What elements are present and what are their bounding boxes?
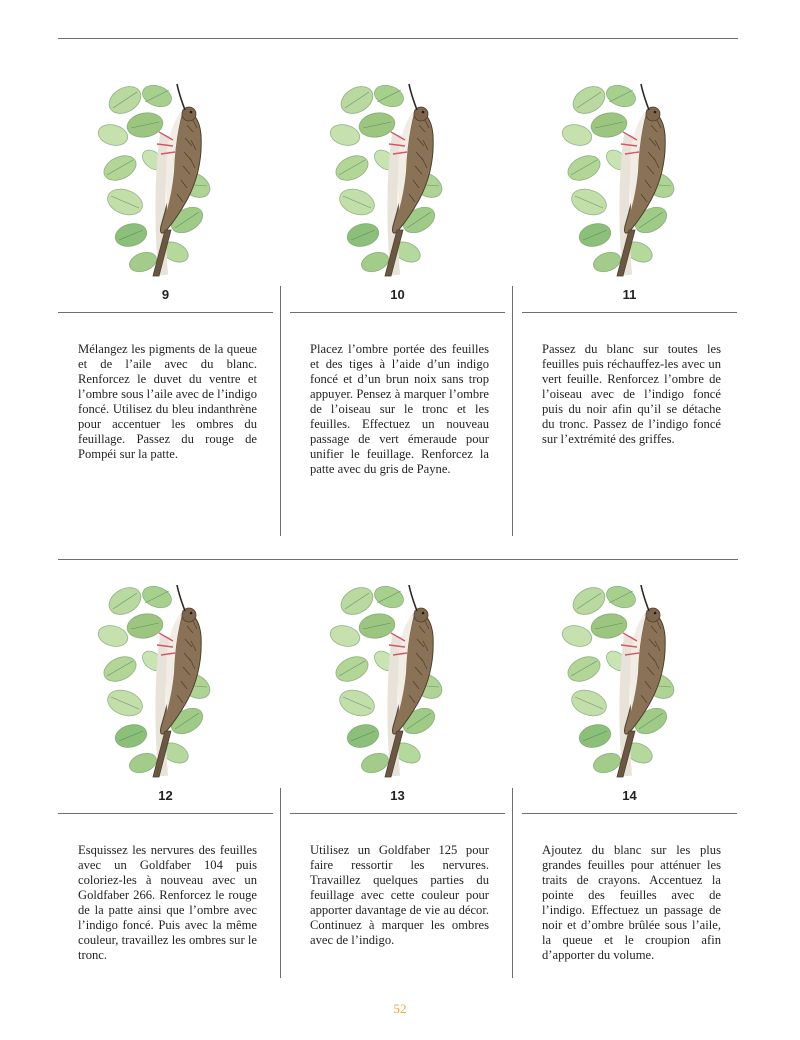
section-rule [58, 559, 738, 560]
column-divider [512, 286, 513, 536]
treecreeper-illustration [327, 581, 457, 781]
treecreeper-illustration [559, 80, 689, 280]
step-rule [58, 312, 273, 313]
step-instructions: Mélangez les pigments de la queue et de l’aile avec du blanc. Renforcez le duvet du ventre et l’ombre sous l’aile avec de l’indigo foncé. Utilisez du bleu indanthrène pour accentuer les ombres du feuillage. Passez du rouge de Pompéi sur la patte. [78, 342, 257, 461]
step-number: 9 [161, 287, 170, 302]
step-number: 12 [158, 788, 173, 803]
column-divider [280, 286, 281, 536]
step-instructions: Utilisez un Goldfaber 125 pour faire ressortir les nervures. Travaillez quelques parties du feuillage avec cette couleur pour apporter davantage de vie au décor. Continuez à marquer les ombres avec de l’indigo. [310, 843, 489, 947]
treecreeper-illustration [95, 80, 225, 280]
step-rule [290, 312, 505, 313]
step-rule [522, 312, 737, 313]
step-instructions: Esquissez les nervures des feuilles avec un Goldfaber 104 puis coloriez-les à nouveau avec un Goldfaber 266. Renforcez le rouge de la patte ainsi que l’ombre avec l’indigo foncé. Puis avec la même couleur, travaillez les ombres sur le tronc. [78, 843, 257, 962]
step-number: 10 [390, 287, 405, 302]
step-number: 13 [390, 788, 405, 803]
step-instructions: Placez l’ombre portée des feuilles et des tiges à l’aide d’un indigo foncé et d’un brun noix sans trop appuyer. Pensez à marquer l’ombre de l’oiseau sur le tronc et les feuilles. Effectuez un nouveau passage de vert émeraude pour unifier le feuillage. Renforcez la patte avec du gris de Payne. [310, 342, 489, 476]
step-number: 11 [622, 287, 637, 302]
step-rule [290, 813, 505, 814]
step-rule [522, 813, 737, 814]
page-number: 52 [393, 1001, 407, 1016]
column-divider [512, 788, 513, 978]
step-instructions: Ajoutez du blanc sur les plus grandes feuilles pour atténuer les traits de crayons. Accentuez la pointe des feuilles avec de l’indigo. Effectuez un passage de noir et d’ombre brûlée sous l’aile, la queue et le croupion afin d’apporter du volume. [542, 843, 721, 962]
step-rule [58, 813, 273, 814]
column-divider [280, 788, 281, 978]
treecreeper-illustration [327, 80, 457, 280]
step-instructions: Passez du blanc sur toutes les feuilles puis réchauffez-les avec un vert feuille. Renforcez l’ombre de l’oiseau avec de l’indigo foncé puis du noir afin qu’il se détache du tronc. Passez de l’indigo foncé sur l’extrémité des griffes. [542, 342, 721, 446]
treecreeper-illustration [559, 581, 689, 781]
top-rule [58, 38, 738, 39]
treecreeper-illustration [95, 581, 225, 781]
step-number: 14 [622, 788, 637, 803]
